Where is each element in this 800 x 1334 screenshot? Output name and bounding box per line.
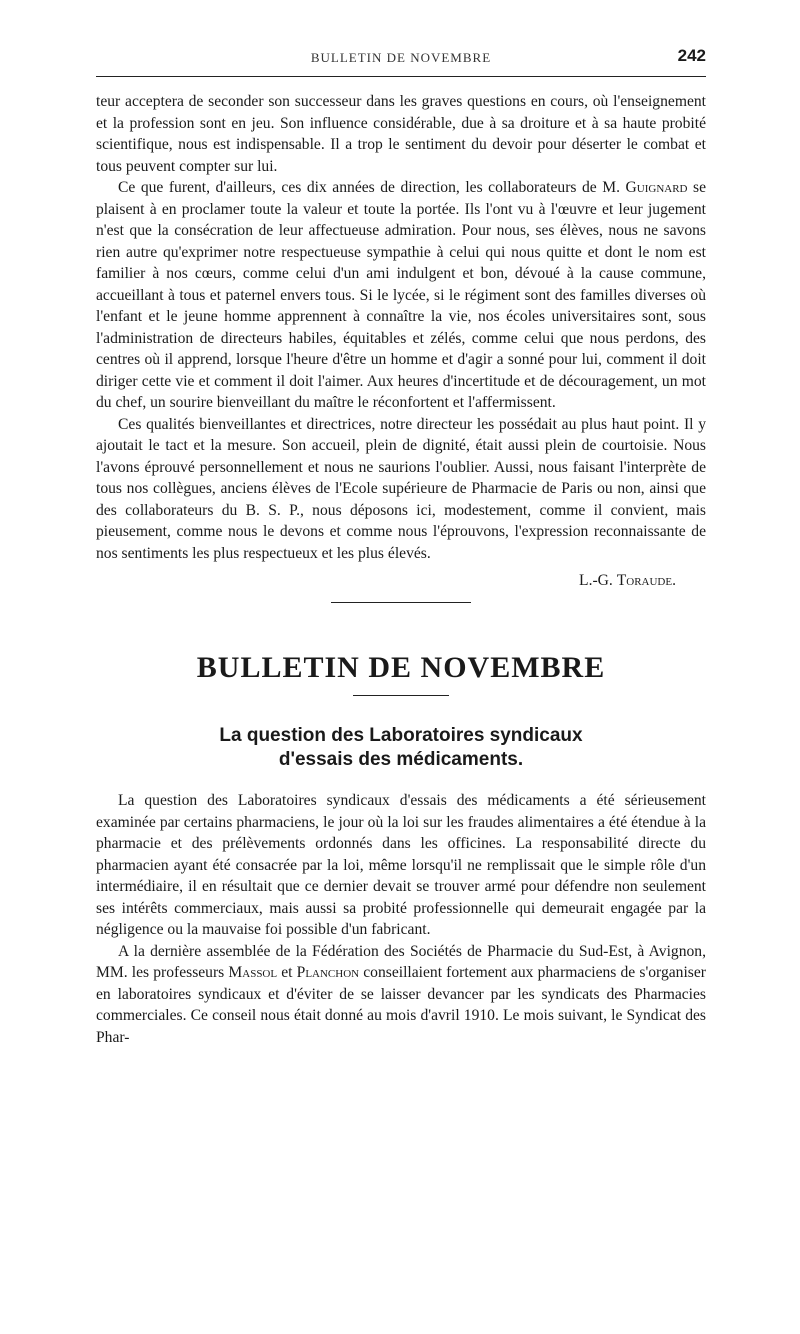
person-name: Massol <box>228 964 278 981</box>
author-signature <box>96 572 676 590</box>
document-page <box>96 40 706 1048</box>
article-title-line: d'essais des médicaments. <box>278 749 524 770</box>
paragraph: La question des Laboratoires syndicaux d'essais des médicaments a été sérieusement examinée par certains pharmaciens, le jour où la loi sur les fraudes alimentaires a été étendue à la pharmacie et des prélèvements ordonnés dans les officines. La responsabilité directe du pharmacien ayant été consacrée par la loi, même lorsqu'il ne remplissait que le simple rôle d'un intermédiaire, il en résultait que ce dernier devait se trouver armé pour défendre non seulement ses intérêts commerciaux, mais aussi sa probité professionnelle qui demeurait engagée par la négligence ou la mauvaise foi possible d'un fabricant. <box>96 792 706 938</box>
paragraph <box>96 177 706 414</box>
paragraph-text: conseillaient fortement aux pharmaciens de s'organiser en laboratoires syndicaux et d'éviter de se laisser devancer par les syndicats des Pharmacies commerciales. Ce conseil nous était donné au mois d'avril 1910. Le mois suivant, le Syndicat des Phar- <box>96 964 706 1046</box>
author-name: Toraude. <box>616 572 676 589</box>
header-rule <box>96 76 706 77</box>
paragraph: teur acceptera de seconder son successeur dans les graves questions en cours, où l'enseignement et la profession sont en jeu. Son influence considérable, due à sa droiture et à sa haute probité scientifique, nous est indispensable. Il a trop le sentiment du devoir pour déserter le combat et tous peuvent compter sur lui. <box>96 93 706 175</box>
article-title-line: La question des Laboratoires syndicaux <box>219 725 583 746</box>
title-rule <box>353 695 449 696</box>
person-name: Guignard <box>625 179 688 196</box>
author-initials: L.-G. <box>579 572 617 589</box>
section-title: BULLETIN DE NOVEMBRE <box>196 651 606 684</box>
article-title <box>96 724 706 772</box>
paragraph-text: et <box>277 964 297 981</box>
separator-rule <box>331 602 471 603</box>
paragraph: Ces qualités bienveillantes et directrices, notre directeur les possédait au plus haut point. Il y ajoutait le tact et la mesure. Son accueil, plein de dignité, était aussi plein de courtoisie. Nous l'avons éprouvé personnellement et nous ne saurions l'oublier. Aussi, nous faisant l'interprète de tous nos collègues, anciens élèves de l'Ecole supérieure de Pharmacie de Paris ou non, ainsi que des collaborateurs du B. S. P., nous déposons ici, modestement, comme il convient, mais pieusement, comme nous le devons et comme nous l'éprouvons, l'expression reconnaissante de nos sentiments les plus respectueux et les plus élevés. <box>96 415 706 562</box>
person-name: Planchon <box>296 964 360 981</box>
running-title: BULLETIN DE NOVEMBRE <box>310 50 492 65</box>
paragraph <box>96 941 706 1049</box>
running-header <box>96 40 706 74</box>
paragraph-text: se plaisent à en proclamer toute la valeur et toute la portée. Ils l'ont vu à l'œuvre et leur jugement n'est que la consécration de leur affectueuse admiration. Pour nous, ses élèves, nous ne savons rien autre qu'exprimer notre respectueuse sympathie à celui qui nous quitte et dont le nom est familier à nos cœurs, comme celui d'un ami indulgent et bon, dévoué à la cause commune, accueillant à tous et paternel envers tous. Si le lycée, si le régiment sont des familles diverses où l'enfant et le jeune homme apprennent à connaître la vie, nos écoles universitaires sont, sous l'administration de directeurs habiles, équitables et zélés, comme celui que nous perdons, des centres où il apprend, lorsque l'heure d'être un homme et d'agir a sonné pour lui, comment il doit diriger cette vie et comment il doit l'aimer. Aux heures d'incertitude et de découragement, un mot du chef, un sourire bienveillant du maître le réconfortent et l'affermissent. <box>96 179 707 411</box>
page-number: 242 <box>677 46 706 65</box>
paragraph-text: A la dernière assemblée de la Fédération des Sociétés de Pharmacie du Sud-Est, à Avignon, MM. les professeurs <box>96 942 706 981</box>
paragraph-text: Ce que furent, d'ailleurs, ces dix années de direction, les collaborateurs de M. <box>118 179 626 196</box>
